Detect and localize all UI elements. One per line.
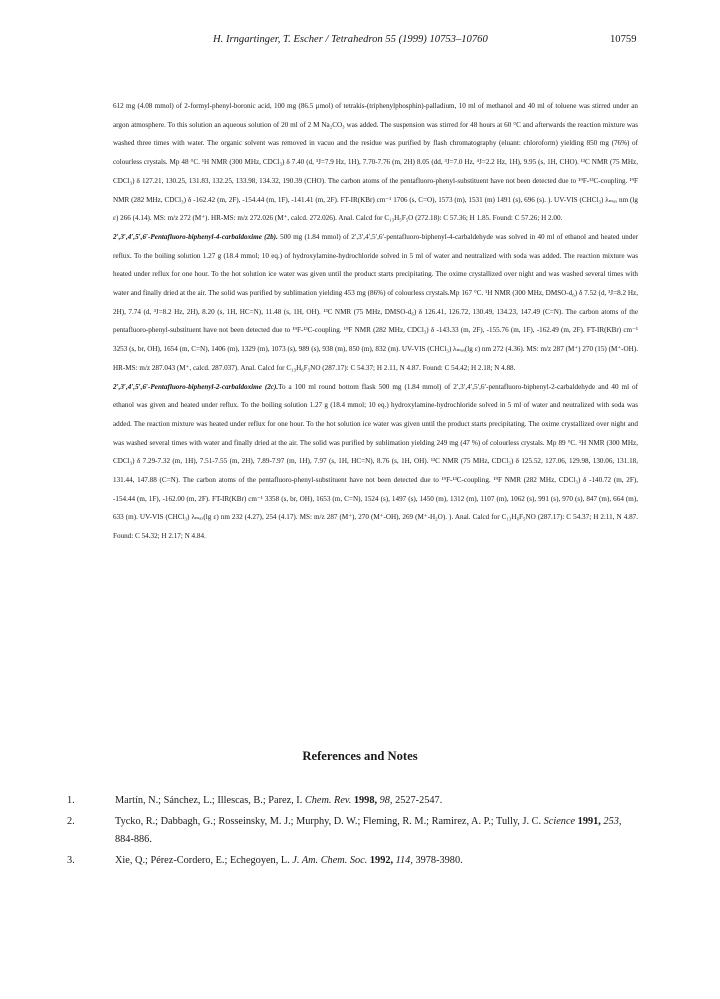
- reference-item: [67, 852, 627, 871]
- reference-year: 1992,: [369, 854, 394, 866]
- reference-journal: J. Am. Chem. Soc.: [292, 854, 368, 866]
- reference-item: [67, 813, 627, 850]
- reference-journal: Science: [543, 815, 576, 827]
- reference-authors: Martín, N.; Sánchez, L.; Illescas, B.; Parez, I.: [115, 795, 303, 806]
- reference-pages: 884-886.: [115, 834, 152, 846]
- compound-title-2b: 2′,3′,4′,5′,6′-Pentafluoro-biphenyl-4-carbaldoxime (2b).: [113, 232, 278, 241]
- reference-pages: 3978-3980.: [415, 854, 463, 866]
- reference-volume: 114,: [395, 854, 413, 866]
- reference-volume: 253,: [603, 815, 622, 827]
- paragraph-2a-procedure: [113, 97, 638, 228]
- reference-year: 1991,: [577, 815, 601, 827]
- paragraph-2b-procedure: [113, 228, 638, 378]
- paragraph-text: 612 mg (4.08 mmol) of 2-formyl-phenyl-boronic acid, 100 mg (86.5 μmol) of tetrakis-(triphenylphosphin)-palladium, 10 ml of methanol and 40 ml of toluene was stirred under an argon atmosphere. To this solution an aqueous solution of 20 ml of 2 M Na₂CO₃ was added. The suspension was stirred for 48 hours at 60 °C and afterwards the reaction mixture was washed three times with water. The organic solvent was removed in vacuo and the residue was purified by flash chromatography (eluant: chloroform) yielding 850 mg (76%) of colourless crystals. Mp 48 °C. ¹H NMR (300 MHz, CDCl₃) δ 7.40 (d, ³J=7.9 Hz, 1H), 7.70-7.76 (m, 2H) 8.05 (dd, ³J=7.0 Hz, ⁴J=2.2 Hz, 1H), 9.95 (s, 1H, CHO). ¹³C NMR (75 MHz, CDCl₃) δ 127.21, 130.25, 131.83, 132.25, 133.98, 134.32, 190.39 (CHO). The carbon atoms of the pentafluoro-phenyl-substituent have not been detected due to ¹⁹F-¹³C-coupling. ¹⁹F NMR (282 MHz, CDCl₃) δ -162.42 (m, 2F), -154.44 (m, 1F), -141.41 (m, 2F). FT-IR(KBr) cm⁻¹ 1706 (s, C=O), 1573 (m), 1531 (m) 1491 (s), 696 (s). ). UV-VIS (CHCl₃) λₘₐₓ nm (lg ε) 266 (4.14). MS: m/z 272 (M⁺). HR-MS: m/z 272.026 (M⁺, calcd. 272.026). Anal. Calcd for C₁₃H₅F₅O (272.18): C 57.36; H 1.85. Found: C 57.26; H 2.00.: [113, 102, 638, 223]
- running-head: [0, 34, 720, 50]
- references-heading: References and Notes: [302, 749, 418, 763]
- reference-pages: 2527-2547.: [395, 795, 443, 806]
- paragraph-2c-procedure: [113, 378, 638, 546]
- paragraph-text: To a 100 ml round bottom flask 500 mg (1.84 mmol) of 2′,3′,4′,5′,6′-pentafluoro-biphenyl-2-carbaldehyde and 40 ml of ethanol was given and heated under reflux. To the boiling solution 1.27 g (18.4 mmol; 10 eq.) hydroxylamine-hydrochloride solved in 5 ml of water and neutralized with soda was added. The reaction mixture was heated under reflux for one hour. To the hot solution ice water was given until the product starts precipitating. The oxime crystallized over night and was washed several times with water and finally dried at the air. The solid was purified by sublimation yielding 249 mg (47 %) of colourless crystals. Mp 89 °C. ¹H NMR (300 MHz, CDCl₃) δ 7.29-7.32 (m, 1H), 7.51-7.55 (m, 2H), 7.89-7.97 (m, 1H), 7.97 (s, 1H, HC=N), 8.76 (s, 1H, OH). ¹³C NMR (75 MHz, CDCl₃) δ 125.52, 127.06, 129.98, 130.06, 131.18, 131.44, 147.88 (C=N). The carbon atoms of the pentafluoro-phenyl-substituent have not been detected due to ¹⁹F-¹³C-coupling. ¹⁹F NMR (282 MHz, CDCl₃) δ -140.72 (m, 2F), -154.44 (m, 1F), -162.00 (m, 2F). FT-IR(KBr) cm⁻¹ 3358 (s, br, OH), 1653 (m, C=N), 1524 (s), 1497 (s), 1450 (m), 1312 (m), 1107 (m), 1062 (s), 991 (s), 970 (s), 847 (m), 664 (m), 633 (m). UV-VIS (CHCl₃) λₘₐₓ(lg ε) nm 232 (4.27), 254 (4.17). MS: m/z 287 (M⁺), 270 (M⁺-OH), 269 (M⁺-H₂O). ). Anal. Calcd for C₁₃H₆F₅NO (287.17): C 54.37; H 2.11, N 4.87. Found: C 54.32; H 2.17; N 4.84.: [113, 382, 638, 541]
- reference-number: 2.: [67, 815, 75, 827]
- reference-authors: Tycko, R.; Dabbagh, G.; Rosseinsky, M. J.; Murphy, D. W.; Fleming, R. M.; Ramirez, A. P.; Tully, J. C.: [115, 815, 542, 827]
- reference-item: [67, 792, 627, 811]
- reference-number: 1.: [67, 795, 75, 806]
- body-text: [113, 97, 638, 546]
- reference-journal: Chem. Rev.: [304, 795, 352, 806]
- page-number: 10759: [610, 34, 637, 45]
- reference-authors: Xie, Q.; Pérez-Cordero, E.; Echegoyen, L.: [115, 854, 290, 866]
- running-head-citation: H. Irngartinger, T. Escher / Tetrahedron 55 (1999) 10753–10760: [213, 34, 488, 45]
- reference-year: 1998,: [353, 795, 378, 806]
- reference-number: 3.: [67, 854, 75, 866]
- compound-title-2c: 2′,3′,4′,5′,6′-Pentafluoro-biphenyl-2-carbaldoxime (2c).: [113, 382, 279, 391]
- reference-list: [67, 792, 627, 870]
- paragraph-text: 500 mg (1.84 mmol) of 2′,3′,4′,5′,6′-pentafluoro-biphenyl-4-carbaldehyde was solved in 40 ml of ethanol and heated under reflux. To the boiling solution 1.27 g (18.4 mmol; 10 eq.) of hydroxylamine-hydrochloride solved in 5 ml of water and neutralized with soda was added. The reaction mixture was heated under reflux for one hour. To the hot solution ice water was given until the product starts precipitating. The oxime crystallized over night and was washed several times with water and finally dried at the air. The solid was purified by sublimation yielding 453 mg (86%) of colourless crystals.Mp 167 °C. ¹H NMR (300 MHz, DMSO-d₆) δ 7.52 (d, ³J=8.2 Hz, 2H), 7.74 (d, ³J=8.2 Hz, 2H), 8.20 (s, 1H, HC=N), 11.48 (s, 1H, OH). ¹³C NMR (75 MHz, DMSO-d₆) δ 126.41, 126.72, 130.49, 134.23, 147.49 (C=N). The carbon atoms of the pentafluoro-phenyl-substituent have not been detected due to ¹⁹F-¹³C-coupling. ¹⁹F NMR (282 MHz, CDCl₃) δ -143.33 (m, 2F), -155.76 (m, 1F), -162.49 (m, 2F). FT-IR(KBr) cm⁻¹ 3253 (s, br, OH), 1654 (m, C=N), 1406 (m), 1329 (m), 1073 (s), 989 (s), 938 (m), 850 (m), 832 (m). UV-VIS (CHCl₃) λₘₐₓ(lg ε) nm 272 (4.36). MS: m/z 287 (M⁺) 270 (15) (M⁺-OH). HR-MS: m/z 287.043 (M⁺, calcd. 287.037). Anal. Calcd for C₁₃H₆F₅NO (287.17): C 54.37; H 2.11, N 4.87. Found: C 54.42; H 2.18; N 4.88.: [113, 232, 638, 372]
- reference-volume: 98,: [379, 795, 393, 806]
